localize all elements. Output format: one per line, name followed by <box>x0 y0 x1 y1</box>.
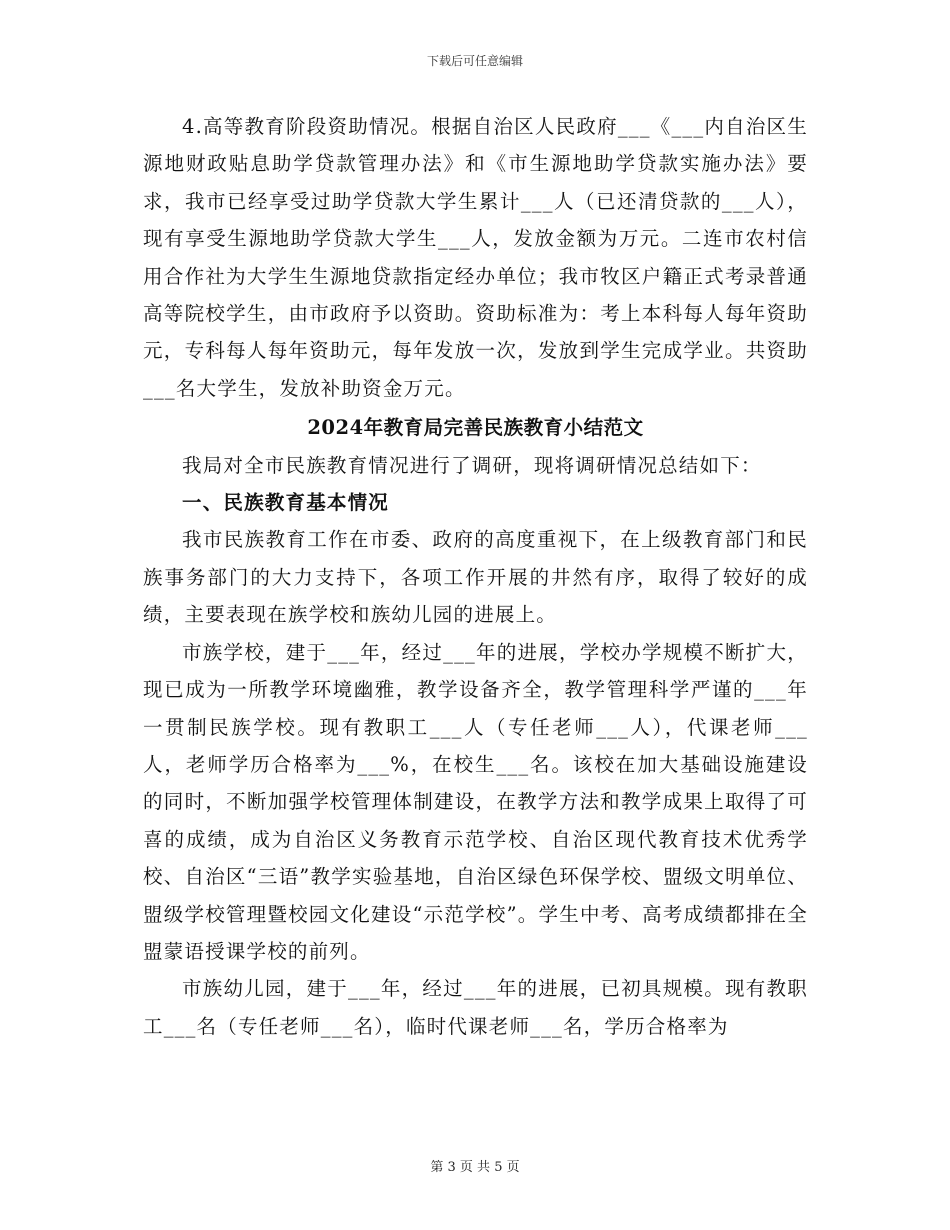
paragraph-ethnic-kindergarten: 市族幼儿园，建于___年，经过___年的进展，已初具规模。现有教职工___名（专任老师___名），临时代课老师___名，学历合格率为 <box>143 977 808 1038</box>
section-heading: 一、民族教育基本情况 <box>182 491 390 515</box>
paragraph-higher-education-aid: 4.高等教育阶段资助情况。根据自治区人民政府___《___内自治区生源地财政贴息助学贷款管理办法》和《市生源地助学贷款实施办法》要求，我市已经享受过助学贷款大学生累计___人（已还清贷款的___人），现有享受生源地助学贷款大学生___人，发放金额为万元。二连市农村信用合作社为大学生生源地贷款指定经办单位；我市牧区户籍正式考录普通高等院校学生，由市政府予以资助。资助标准为：考上本科每人每年资助元，专科每人每年资助元，每年发放一次，发放到学生完成学业。共资助___名大学生，发放补助资金万元。 <box>143 115 808 400</box>
page-footer: 第 3 页 共 5 页 <box>430 1160 520 1175</box>
article-title: 2024年教育局完善民族教育小结范文 <box>307 416 644 440</box>
intro-paragraph: 我局对全市民族教育情况进行了调研，现将调研情况总结如下： <box>182 453 762 477</box>
paragraph-overview: 我市民族教育工作在市委、政府的高度重视下，在上级教育部门和民族事务部门的大力支持下，各项工作开展的井然有序，取得了较好的成绩，主要表现在族学校和族幼儿园的进展上。 <box>143 528 808 627</box>
document-body <box>143 108 808 1045</box>
paragraph-ethnic-school: 市族学校，建于___年，经过___年的进展，学校办学规模不断扩大，现已成为一所教学环境幽雅，教学设备齐全，教学管理科学严谨的___年一贯制民族学校。现有教职工___人（专任老师___人），代课老师___人，老师学历合格率为___%，在校生___名。该校在加大基础设施建设的同时，不断加强学校管理体制建设，在教学方法和教学成果上取得了可喜的成绩，成为自治区义务教育示范学校、自治区现代教育技术优秀学校、自治区“三语”教学实验基地，自治区绿色环保学校、盟级文明单位、盟级学校管理暨校园文化建设“示范学校”。学生中考、高考成绩都排在全盟蒙语授课学校的前列。 <box>143 640 808 963</box>
page-header: 下载后可任意编辑 <box>426 54 523 68</box>
